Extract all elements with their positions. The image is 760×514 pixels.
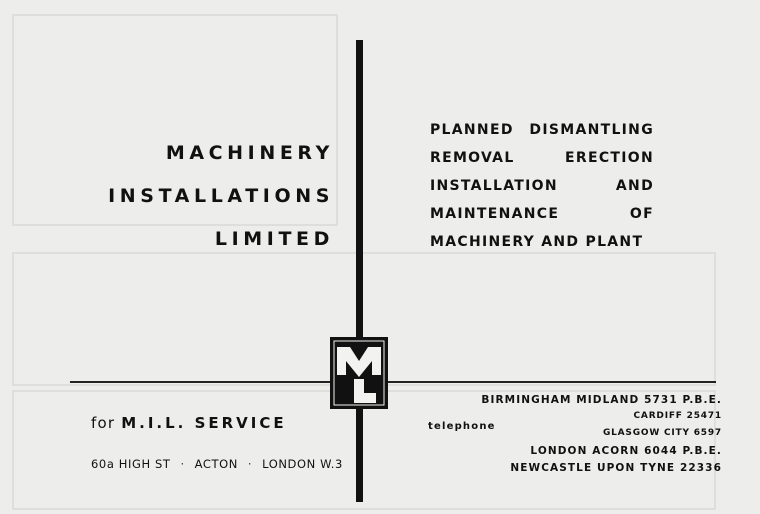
telephone-number (530, 445, 722, 457)
service-line (430, 206, 654, 224)
service-word: PLANNED (430, 122, 514, 138)
address-separator: · (180, 457, 185, 471)
address-separator: · (247, 457, 253, 471)
address-line (91, 457, 343, 471)
service-word: DISMANTLING (529, 122, 654, 138)
service-word: INSTALLATION (430, 178, 558, 194)
service-word: MACHINERY AND PLANT (430, 234, 644, 250)
telephone-number (634, 411, 722, 421)
tagline-prefix: for (91, 414, 116, 432)
company-name-line-3: LIMITED (214, 228, 334, 250)
address-city: LONDON W.3 (262, 457, 343, 471)
address-street: 60a HIGH ST (91, 457, 171, 471)
telephone-number (603, 428, 722, 438)
service-word: REMOVAL (430, 150, 515, 166)
address-district: ACTON (194, 457, 238, 471)
telephone-glasgow: GLASGOW CITY 6597 (602, 428, 722, 438)
company-name-line-1: MACHINERY (165, 142, 334, 164)
telephone-number (481, 394, 722, 406)
service-word: OF (629, 206, 654, 222)
service-line (430, 234, 654, 252)
mil-monogram-graphic (332, 339, 386, 407)
telephone-cardiff: CARDIFF 25471 (633, 411, 722, 421)
service-word: MAINTENANCE (430, 206, 560, 222)
telephone-number (510, 462, 722, 474)
telephone-london: LONDON ACORN 6044 P.B.E. (530, 445, 722, 457)
telephone-label: telephone (428, 421, 496, 432)
horizontal-rule (70, 381, 716, 383)
telephone-birmingham: BIRMINGHAM MIDLAND 5731 P.B.E. (481, 394, 722, 406)
mil-monogram-icon (330, 337, 388, 409)
tagline-name: M.I.L. SERVICE (121, 414, 287, 432)
service-line (430, 122, 654, 140)
service-line (430, 150, 654, 168)
service-word: AND (615, 178, 654, 194)
company-name-line-2: INSTALLATIONS (108, 185, 334, 207)
service-line (430, 178, 654, 196)
telephone-newcastle: NEWCASTLE UPON TYNE 22336 (510, 462, 722, 474)
service-tagline (91, 414, 287, 432)
vertical-rule (356, 40, 363, 502)
service-word: ERECTION (565, 150, 654, 166)
